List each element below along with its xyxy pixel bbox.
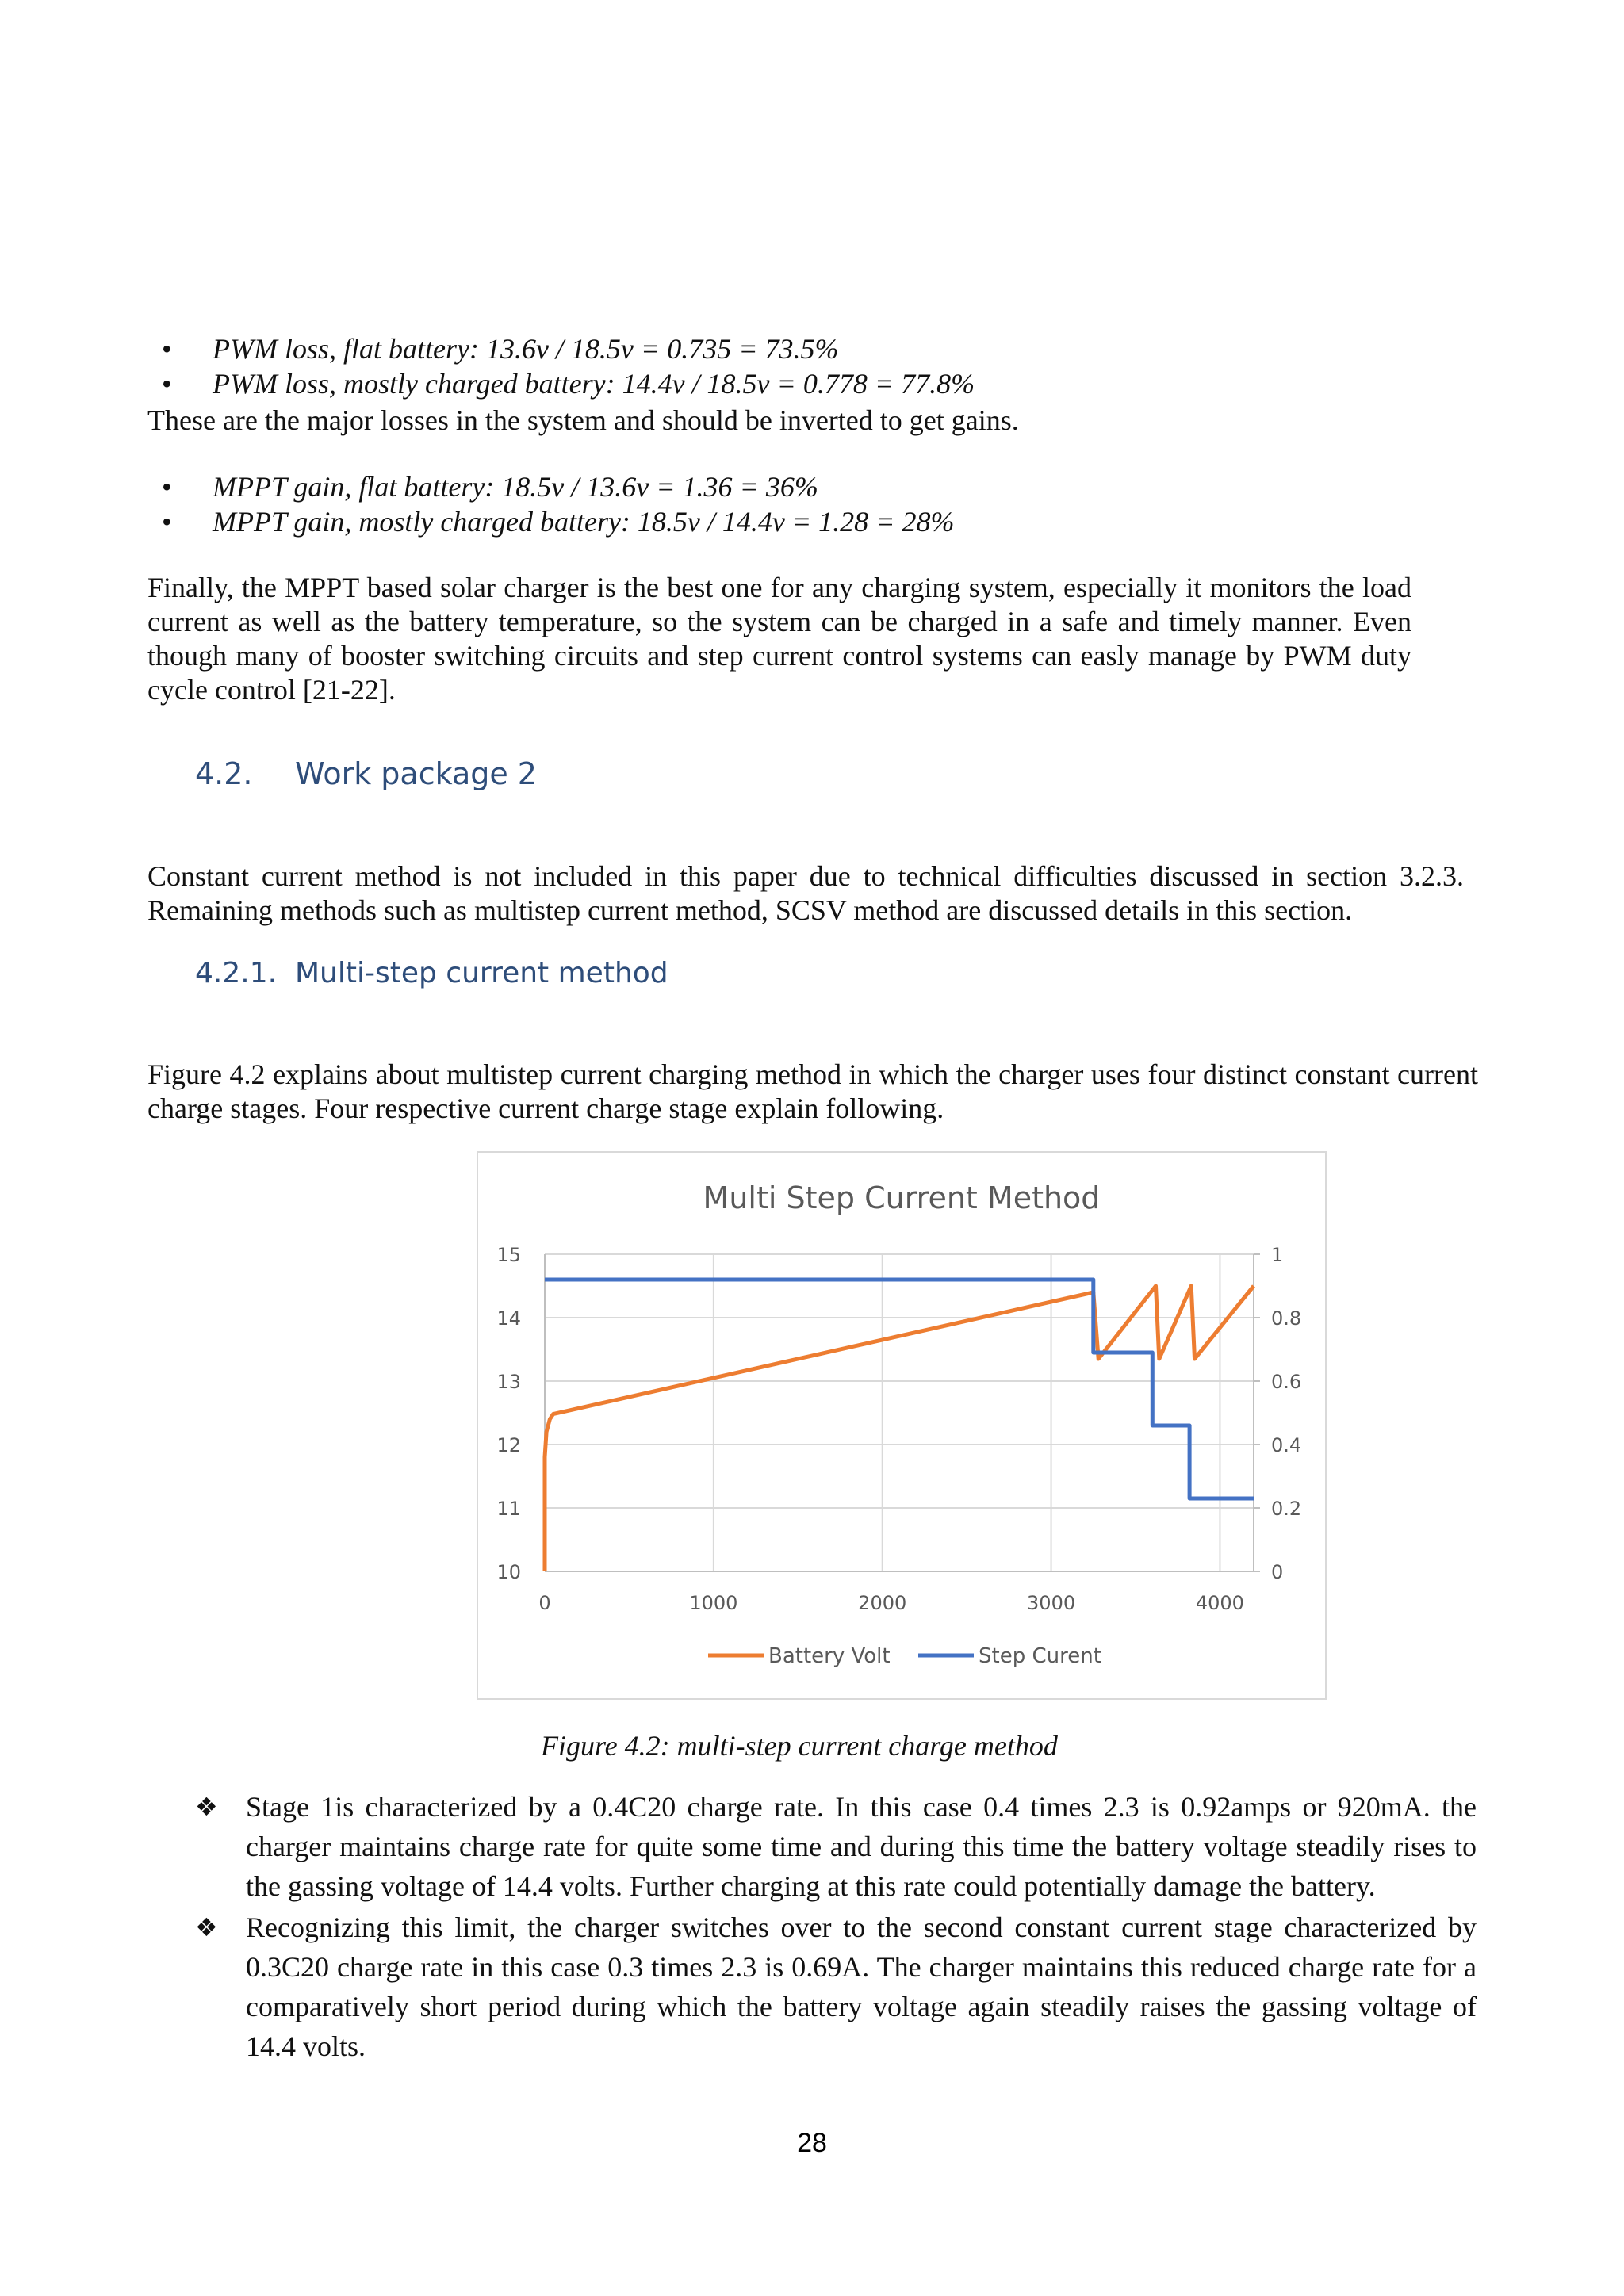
figure-caption: Figure 4.2: multi-step current charge method [541,1730,1058,1762]
chart-container [477,1151,1327,1700]
section-heading-4-2 [195,755,537,793]
multi-step-chart [478,1153,1325,1698]
y-left-tick-label: 13 [496,1371,521,1393]
legend-label-battery-volt: Battery Volt [768,1644,891,1668]
x-tick-label: 0 [538,1592,551,1614]
diamond-bullet-icon: ❖ [195,1912,218,1942]
section-number: 4.2. [195,756,253,791]
series-line-battery-volt [545,1286,1254,1571]
chart-title: Multi Step Current Method [703,1181,1101,1215]
finally-paragraph: Finally, the MPPT based solar charger is the best one for any charging system, especially it monitors the load current as well as the battery temperature, so the system can be charged in a safe and timely manner. Even though many of booster switching circuits and step current control systems can easly manage by PWM duty cycle control [21-22]. [147,572,1411,706]
stage-list [195,1787,1477,2068]
x-tick-label: 3000 [1027,1592,1076,1614]
x-tick-label: 2000 [858,1592,907,1614]
pwm-loss-charged-bullet: • PWM loss, mostly charged battery: 14.4v / 18.5v = 0.778 = 77.8% [147,366,975,401]
section-heading-4-2-1 [195,955,668,993]
mppt-gain-list [147,469,954,539]
y-right-tick-label: 0 [1271,1561,1284,1583]
y-left-tick-label: 12 [496,1434,521,1456]
stage-2-text: Recognizing this limit, the charger switches over to the second constant current stage characterized by 0.3C20 charge rate in this case 0.3 times 2.3 is 0.69A. The charger maintains this reduced charge rate for a comparatively short period during which the battery voltage again steadily raises the gassing voltage of 14.4 volts. [246,1911,1477,2062]
stage-1-text: Stage 1is characterized by a 0.4C20 charge rate. In this case 0.4 times 2.3 is 0.92amps or 920mA. the charger maintains charge rate for quite some time and during this time the battery voltage steadily rises to the gassing voltage of 14.4 volts. Further charging at this rate could potentially damage the battery. [246,1791,1477,1902]
y-left-tick-label: 10 [496,1561,521,1583]
losses-line: These are the major losses in the system and should be inverted to get gains. [147,404,1019,436]
x-tick-label: 1000 [689,1592,738,1614]
y-right-tick-label: 0.8 [1271,1307,1302,1330]
section-number: 4.2.1. [195,957,278,989]
stage-1-item [195,1787,1477,1906]
x-tick-label: 4000 [1195,1592,1244,1614]
pwm-loss-list [147,331,975,401]
y-right-tick-label: 1 [1271,1244,1284,1266]
legend-label-step-curent: Step Curent [979,1644,1101,1668]
pwm-loss-flat-bullet: • PWM loss, flat battery: 13.6v / 18.5v = 0.735 = 73.5% [147,331,975,366]
page-number: 28 [797,2128,827,2158]
y-left-tick-label: 14 [496,1307,521,1330]
y-left-tick-label: 15 [496,1244,521,1266]
series-line-step-curent [545,1280,1254,1498]
mppt-gain-flat-bullet: • MPPT gain, flat battery: 18.5v / 13.6v = 1.36 = 36% [147,469,954,504]
stage-2-item [195,1908,1477,2066]
section-title: Work package 2 [295,756,537,791]
section-title: Multi-step current method [295,957,668,989]
y-left-tick-label: 11 [496,1498,521,1520]
diamond-bullet-icon: ❖ [195,1792,218,1822]
mppt-gain-charged-bullet: • MPPT gain, mostly charged battery: 18.5v / 14.4v = 1.28 = 28% [147,504,954,539]
y-right-tick-label: 0.2 [1271,1498,1302,1520]
y-right-tick-label: 0.6 [1271,1371,1302,1393]
constant-current-paragraph: Constant current method is not included in this paper due to technical difficulties discussed in section 3.2.3. Remaining methods such as multistep current method, SCSV method are discussed details in this section. [147,860,1464,926]
figure-intro-paragraph: Figure 4.2 explains about multistep current charging method in which the charger uses four distinct constant current charge stages. Four respective current charge stage explain following. [147,1058,1478,1124]
y-right-tick-label: 0.4 [1271,1434,1302,1456]
